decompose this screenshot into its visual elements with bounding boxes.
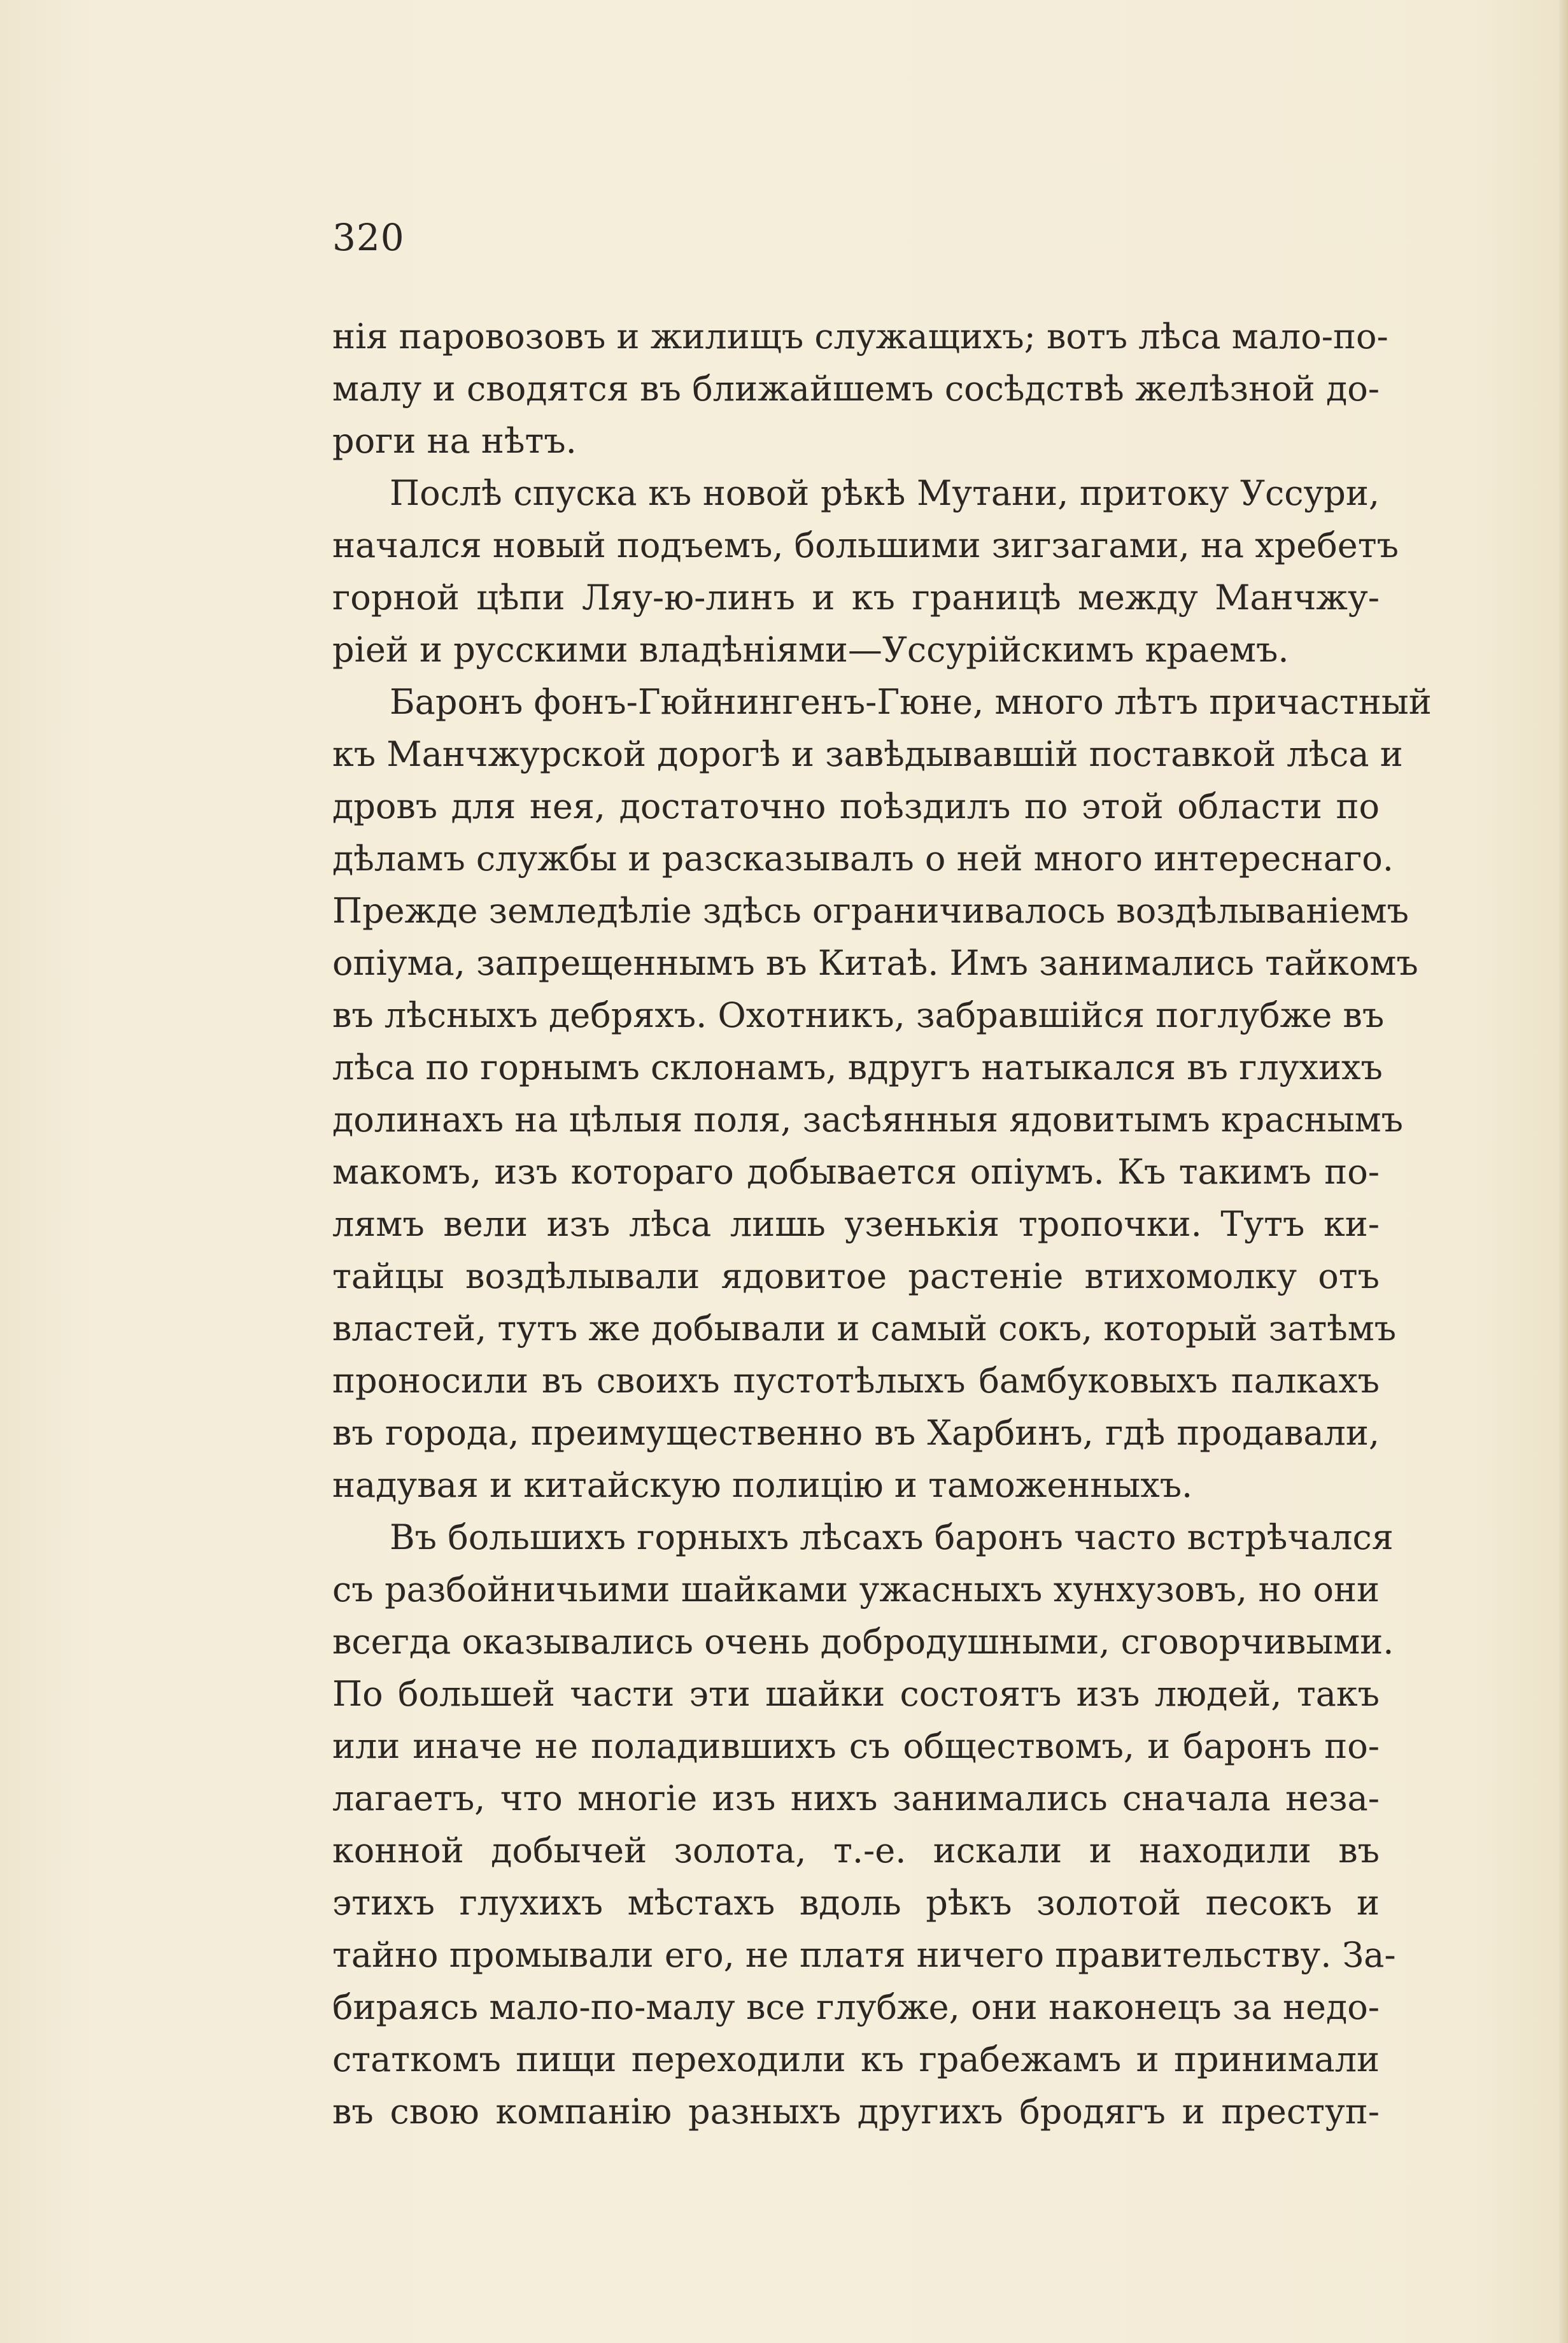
text-line: роги на нѣтъ. [332, 421, 577, 461]
text-line: лѣса по горнымъ склонамъ, вдругъ натыкался въ глухихъ [332, 1047, 1383, 1087]
text-line: въ лѣсныхъ дебряхъ. Охотникъ, забравшійся поглубже въ [332, 995, 1385, 1035]
text-line: статкомъ пищи переходили къ грабежамъ и принимали [332, 2039, 1380, 2079]
text-line: этихъ глухихъ мѣстахъ вдоль рѣкъ золотой песокъ и [332, 1883, 1380, 1923]
text-line: конной добычей золота, т.-е. искали и находили въ [332, 1830, 1380, 1871]
text-line: макомъ, изъ котораго добывается опіумъ. Къ такимъ по- [332, 1152, 1380, 1192]
text-line: дѣламъ службы и разсказывалъ о ней много интереснаго. [332, 839, 1394, 879]
text-line: проносили въ своихъ пустотѣлыхъ бамбуковыхъ палкахъ [332, 1361, 1380, 1401]
text-line: бираясь мало-по-малу все глубже, они наконецъ за недо- [332, 1987, 1380, 2027]
text-line: По большей части эти шайки состоятъ изъ людей, такъ [332, 1674, 1380, 1714]
text-line: тайцы воздѣлывали ядовитое растеніе втихомолку отъ [332, 1256, 1380, 1296]
text-line: опіума, запрещеннымъ въ Китаѣ. Имъ занимались тайкомъ [332, 943, 1418, 983]
paragraph-2 [332, 467, 1399, 676]
paragraph-4 [332, 1511, 1396, 2138]
text-line: Въ большихъ горныхъ лѣсахъ баронъ часто встрѣчался [390, 1517, 1394, 1557]
text-line: Послѣ спуска къ новой рѣкѣ Мутани, притоку Уссури, [390, 473, 1380, 513]
text-line: лагаетъ, что многіе изъ нихъ занимались сначала неза- [332, 1778, 1380, 1818]
text-line: въ города, преимущественно въ Харбинъ, гдѣ продавали, [332, 1413, 1380, 1453]
text-line: надувая и китайскую полицію и таможенныхъ. [332, 1465, 1193, 1505]
text-line: Прежде земледѣліе здѣсь ограничивалось воздѣлываніемъ [332, 891, 1409, 931]
text-line: тайно промывали его, не платя ничего правительству. За- [332, 1935, 1396, 1975]
text-line: начался новый подъемъ, большими зигзагами, на хребетъ [332, 525, 1399, 565]
text-line: къ Манчжурской дорогѣ и завѣдывавшій поставкой лѣса и [332, 734, 1403, 774]
page-edge [1559, 0, 1568, 2343]
body-text [332, 311, 1432, 2138]
text-line: властей, тутъ же добывали и самый сокъ, который затѣмъ [332, 1308, 1397, 1348]
text-line: дровъ для нея, достаточно поѣздилъ по этой области по [332, 786, 1380, 826]
text-line: нія паровозовъ и жилищъ служащихъ; вотъ лѣса мало-по- [332, 316, 1388, 357]
page-number: 320 [332, 216, 405, 259]
text-line: малу и сводятся въ ближайшемъ сосѣдствѣ желѣзной до- [332, 369, 1380, 409]
text-line: съ разбойничьими шайками ужасныхъ хунхузовъ, но они [332, 1569, 1380, 1610]
paragraph-1 [332, 311, 1388, 467]
paragraph-3 [332, 676, 1432, 1511]
text-line: Баронъ фонъ-Гюйнингенъ-Гюне, много лѣтъ причастный [390, 682, 1432, 722]
text-line: горной цѣпи Ляу-ю-линъ и къ границѣ между Манчжу- [332, 577, 1380, 618]
text-line: всегда оказывались очень добродушными, сговорчивыми. [332, 1622, 1394, 1662]
text-line: въ свою компанію разныхъ другихъ бродягъ и преступ- [332, 2092, 1380, 2132]
text-line: долинахъ на цѣлыя поля, засѣянныя ядовитымъ краснымъ [332, 1100, 1403, 1140]
text-line: ріей и русскими владѣніями—Уссурійскимъ краемъ. [332, 630, 1289, 670]
text-line: лямъ вели изъ лѣса лишь узенькія тропочки. Тутъ ки- [332, 1204, 1380, 1244]
text-line: или иначе не поладившихъ съ обществомъ, и баронъ по- [332, 1726, 1380, 1766]
